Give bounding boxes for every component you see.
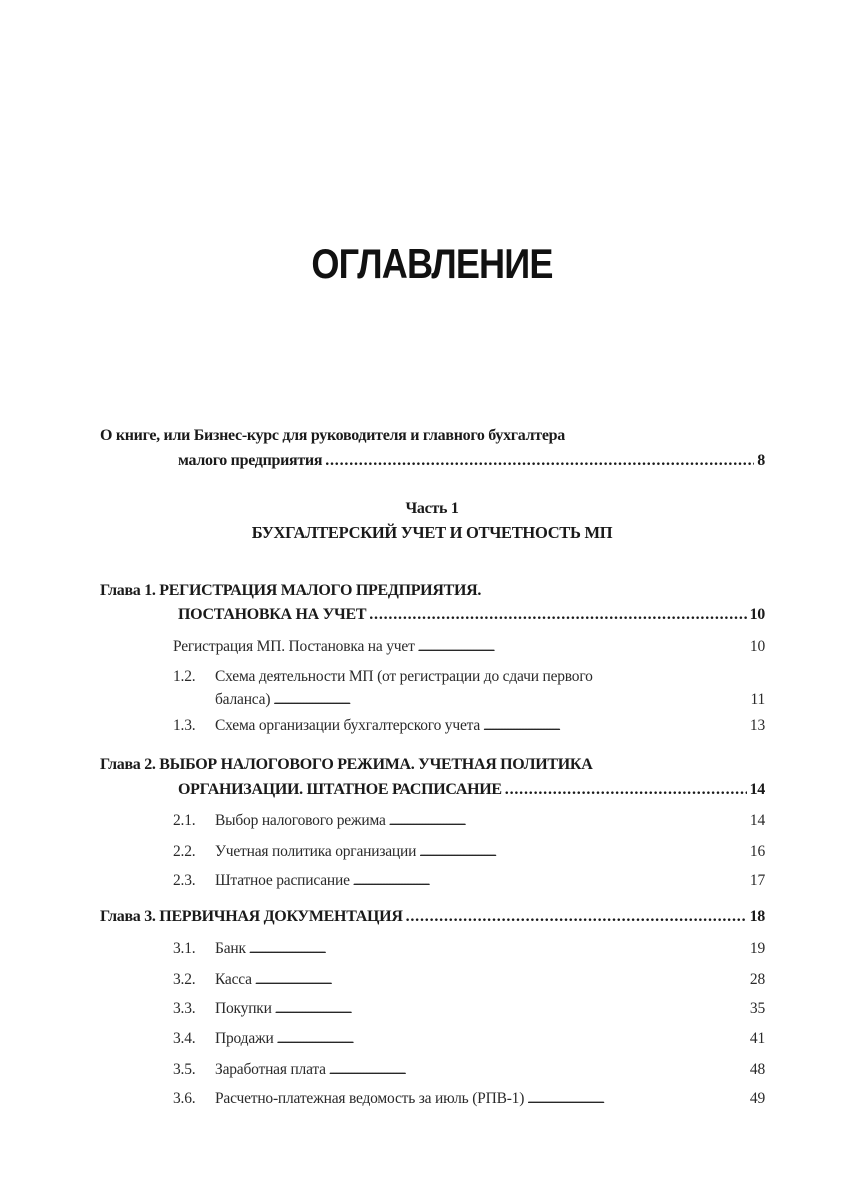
chapter-2-line1 — [100, 756, 593, 774]
dot-leader — [255, 971, 747, 989]
toc-section-line1 — [173, 668, 593, 686]
dot-leader — [325, 452, 754, 470]
toc-entry-title: О книге, или Бизнес-курс для руководителя и главного бухгалтера — [100, 427, 565, 444]
toc-page-number: 14 — [749, 812, 765, 829]
section-title: Покупки — [215, 1000, 272, 1017]
chapter-title: Глава 2. ВЫБОР НАЛОГОВОГО РЕЖИМА. УЧЕТНАЯ ПОЛИТИКА — [100, 756, 593, 773]
toc-page-number: 41 — [749, 1030, 765, 1047]
section-title: Схема организации бухгалтерского учета — [215, 717, 481, 734]
toc-page-number: 28 — [749, 971, 765, 988]
toc-section[interactable] — [173, 1030, 765, 1048]
section-title: Продажи — [215, 1030, 274, 1047]
section-number: 3.3. — [173, 1000, 196, 1017]
dot-leader — [329, 1061, 747, 1079]
part-label: Часть 1 — [405, 500, 459, 517]
toc-chapter-3[interactable] — [100, 908, 765, 926]
toc-section[interactable] — [173, 971, 765, 989]
chapter-title: ОРГАНИЗАЦИИ. ШТАТНОЕ РАСПИСАНИЕ — [178, 781, 502, 798]
section-number: 3.2. — [173, 971, 196, 988]
toc-chapter-1[interactable] — [178, 606, 765, 624]
section-title: Схема деятельности МП (от регистрации до сдачи первого — [215, 668, 593, 685]
toc-section[interactable] — [173, 812, 765, 830]
section-title: Штатное расписание — [215, 872, 350, 889]
dot-leader — [369, 606, 746, 624]
toc-page-number: 16 — [749, 843, 765, 860]
section-number: 1.2. — [173, 668, 196, 685]
section-title: Выбор налогового режима — [215, 812, 386, 829]
dot-leader — [505, 781, 747, 799]
toc-page-number: 17 — [749, 872, 765, 889]
part-title: БУХГАЛТЕРСКИЙ УЧЕТ И ОТЧЕТНОСТЬ МП — [251, 523, 613, 542]
toc-section[interactable] — [173, 1061, 765, 1079]
toc-section[interactable] — [173, 638, 765, 656]
toc-page-number: 13 — [749, 717, 765, 734]
section-number: 2.2. — [173, 843, 196, 860]
toc-page-number: 8 — [757, 452, 765, 469]
dot-leader — [418, 638, 747, 656]
section-title: Касса — [215, 971, 252, 988]
toc-section[interactable] — [173, 1000, 765, 1018]
section-number: 3.1. — [173, 940, 196, 957]
dot-leader — [277, 1030, 747, 1048]
toc-section[interactable] — [173, 1090, 765, 1108]
toc-page-number: 14 — [749, 781, 765, 798]
toc-intro-line1 — [100, 427, 565, 445]
toc-section[interactable] — [173, 872, 765, 890]
toc-chapter-2[interactable] — [178, 781, 765, 799]
page-title: ОГЛАВЛЕНИЕ — [311, 240, 553, 287]
chapter-title: Глава 1. РЕГИСТРАЦИЯ МАЛОГО ПРЕДПРИЯТИЯ. — [100, 582, 482, 599]
section-number: 3.6. — [173, 1090, 196, 1107]
section-title: Учетная политика организации — [215, 843, 417, 860]
section-title: Заработная плата — [215, 1061, 326, 1078]
toc-page-number: 49 — [749, 1090, 765, 1107]
toc-page-number: 10 — [749, 638, 765, 655]
toc-section[interactable] — [173, 940, 765, 958]
dot-leader — [389, 812, 747, 830]
dot-leader — [249, 940, 747, 958]
section-title: баланса) — [215, 691, 271, 708]
dot-leader — [527, 1090, 747, 1108]
toc-page-number: 11 — [750, 691, 765, 708]
section-number: 3.4. — [173, 1030, 196, 1047]
dot-leader — [353, 872, 747, 890]
dot-leader — [483, 717, 747, 735]
toc-page-number: 18 — [749, 908, 765, 925]
toc-section[interactable] — [173, 717, 765, 735]
toc-page-number: 35 — [749, 1000, 765, 1017]
chapter-title: Глава 3. ПЕРВИЧНАЯ ДОКУМЕНТАЦИЯ — [100, 908, 403, 925]
toc-section[interactable] — [173, 843, 765, 861]
toc-page-number: 10 — [749, 606, 765, 623]
dot-leader — [275, 1000, 747, 1018]
dot-leader — [419, 843, 747, 861]
section-title: Банк — [215, 940, 246, 957]
dot-leader — [406, 908, 747, 926]
toc-section[interactable] — [215, 691, 765, 709]
toc-intro[interactable] — [178, 452, 765, 470]
dot-leader — [273, 691, 747, 709]
section-title: Регистрация МП. Постановка на учет — [173, 638, 415, 655]
toc-page-number: 19 — [749, 940, 765, 957]
section-number: 2.1. — [173, 812, 196, 829]
section-title: Расчетно-платежная ведомость за июль (РПВ-1) — [215, 1090, 525, 1107]
toc-page-number: 48 — [749, 1061, 765, 1078]
section-number: 2.3. — [173, 872, 196, 889]
toc-entry-title: малого предприятия — [178, 452, 323, 469]
chapter-title: ПОСТАНОВКА НА УЧЕТ — [178, 606, 367, 623]
chapter-1-line1 — [100, 582, 481, 600]
section-number: 3.5. — [173, 1061, 196, 1078]
section-number: 1.3. — [173, 717, 196, 734]
